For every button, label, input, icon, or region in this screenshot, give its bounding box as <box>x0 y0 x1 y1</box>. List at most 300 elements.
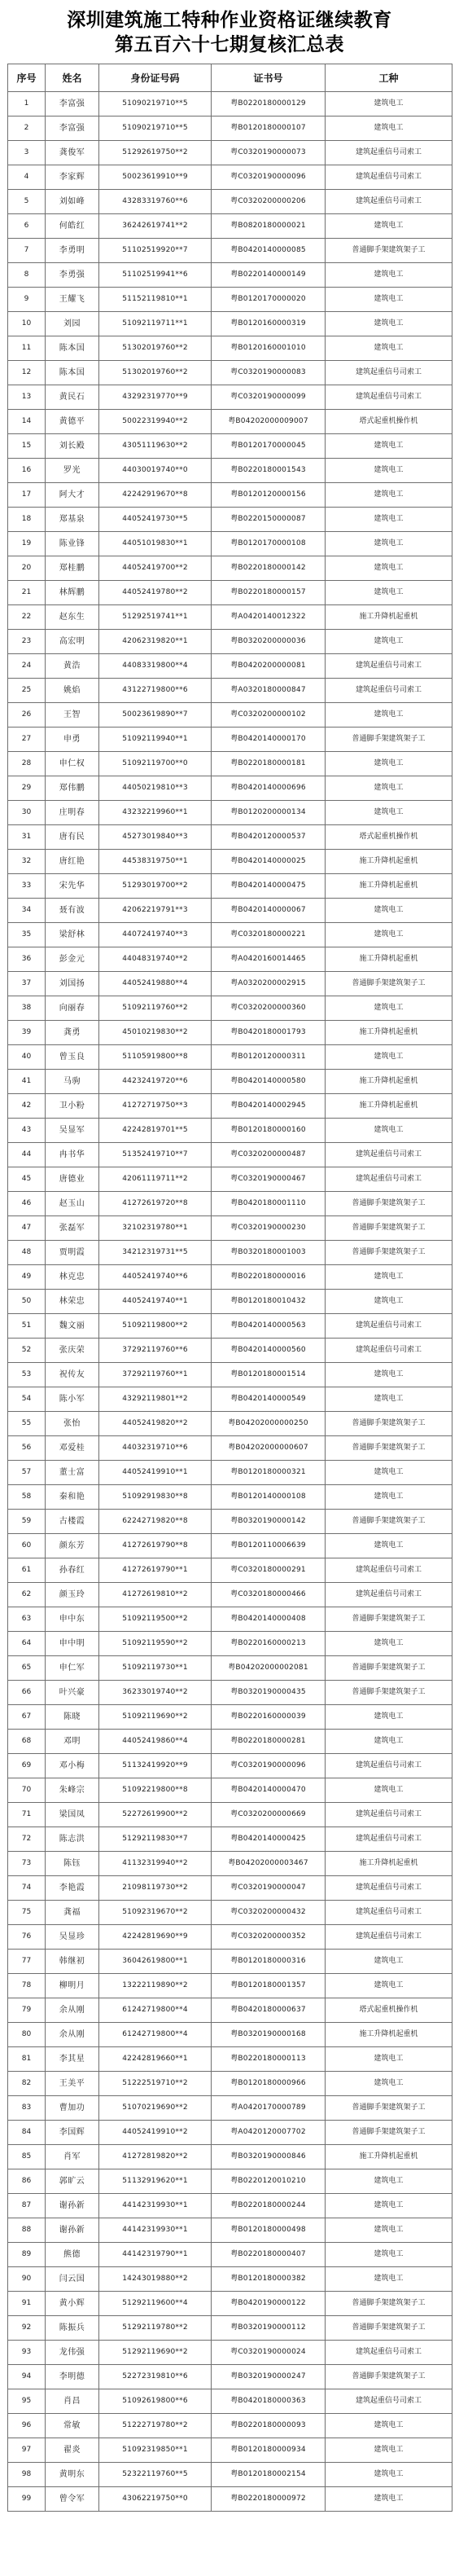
row-job-type: 施工升降机起重机 <box>326 874 452 899</box>
row-certificate-number: 粤B0420200000081 <box>212 654 326 679</box>
row-job-type: 建筑电工 <box>326 116 452 141</box>
row-name: 陈振兵 <box>46 2316 99 2341</box>
row-name: 曾玉良 <box>46 1045 99 1070</box>
row-index: 47 <box>8 1216 46 1241</box>
row-id-number: 45010219830**2 <box>99 1021 212 1045</box>
row-id-number: 32102319780**1 <box>99 1216 212 1241</box>
row-job-type: 建筑起重信号司索工 <box>326 2341 452 2365</box>
row-index: 68 <box>8 1730 46 1754</box>
table-row <box>8 630 452 654</box>
row-index: 45 <box>8 1167 46 1192</box>
row-id-number: 44072419740**3 <box>99 923 212 947</box>
table-row <box>8 1876 452 1901</box>
table-row <box>8 532 452 556</box>
row-job-type: 建筑起重信号司索工 <box>326 2389 452 2414</box>
table-row <box>8 2316 452 2341</box>
row-name: 梁国凤 <box>46 1803 99 1827</box>
row-certificate-number: 粤A0420140012322 <box>212 605 326 630</box>
row-certificate-number: 粤B0420140002945 <box>212 1094 326 1119</box>
table-row <box>8 434 452 459</box>
row-job-type: 建筑电工 <box>326 288 452 312</box>
row-certificate-number: 粤B0420140000560 <box>212 1339 326 1363</box>
row-job-type: 建筑电工 <box>326 434 452 459</box>
row-index: 87 <box>8 2194 46 2218</box>
row-name: 刘园 <box>46 312 99 336</box>
row-name: 彭金元 <box>46 947 99 972</box>
row-name: 冉书华 <box>46 1143 99 1167</box>
row-certificate-number: 粤B0120140000108 <box>212 1485 326 1510</box>
row-id-number: 42242819701**5 <box>99 1119 212 1143</box>
row-job-type: 施工升降机起重机 <box>326 1852 452 1876</box>
row-index: 54 <box>8 1387 46 1412</box>
row-job-type: 普通脚手架建筑架子工 <box>326 2121 452 2145</box>
row-index: 72 <box>8 1827 46 1852</box>
row-id-number: 44052419780**2 <box>99 581 212 605</box>
row-certificate-number: 粤B0120180000316 <box>212 1950 326 1974</box>
row-job-type: 建筑起重信号司索工 <box>326 1901 452 1925</box>
row-certificate-number: 粤B0420140000408 <box>212 1607 326 1632</box>
row-certificate-number: 粤C0320200000487 <box>212 1143 326 1167</box>
row-id-number: 51292119780**2 <box>99 2316 212 2341</box>
row-job-type: 建筑电工 <box>326 1265 452 1290</box>
table-row <box>8 2438 452 2463</box>
row-index: 22 <box>8 605 46 630</box>
row-id-number: 51092119711**1 <box>99 312 212 336</box>
row-id-number: 51092119690**2 <box>99 1705 212 1730</box>
row-job-type: 建筑电工 <box>326 1632 452 1656</box>
row-id-number: 51092119700**0 <box>99 752 212 776</box>
row-job-type: 建筑起重信号司索工 <box>326 1143 452 1167</box>
row-index: 46 <box>8 1192 46 1216</box>
row-job-type: 普通脚手架建筑架子工 <box>326 1216 452 1241</box>
row-id-number: 42062319820**1 <box>99 630 212 654</box>
row-id-number: 44052419910**2 <box>99 2121 212 2145</box>
row-id-number: 51222519710**2 <box>99 2072 212 2096</box>
row-index: 11 <box>8 336 46 361</box>
row-index: 86 <box>8 2169 46 2194</box>
row-index: 31 <box>8 825 46 850</box>
row-certificate-number: 粤A0320180000847 <box>212 679 326 703</box>
row-job-type: 普通脚手架建筑架子工 <box>326 972 452 996</box>
row-index: 52 <box>8 1339 46 1363</box>
row-index: 39 <box>8 1021 46 1045</box>
table-row <box>8 679 452 703</box>
row-index: 58 <box>8 1485 46 1510</box>
row-id-number: 41272619790**1 <box>99 1558 212 1583</box>
row-index: 57 <box>8 1461 46 1485</box>
row-index: 76 <box>8 1925 46 1950</box>
header-id-number: 身份证号码 <box>99 64 212 92</box>
row-job-type: 建筑电工 <box>326 2169 452 2194</box>
row-id-number: 42242919670**8 <box>99 483 212 508</box>
row-index: 23 <box>8 630 46 654</box>
row-certificate-number: 粤B0320180001003 <box>212 1241 326 1265</box>
row-index: 85 <box>8 2145 46 2169</box>
table-row <box>8 923 452 947</box>
table-row <box>8 1558 452 1583</box>
row-certificate-number: 粤B0120180010432 <box>212 1290 326 1314</box>
row-job-type: 建筑电工 <box>326 581 452 605</box>
table-row <box>8 263 452 288</box>
row-certificate-number: 粤B0220180000142 <box>212 556 326 581</box>
row-id-number: 14243019880**2 <box>99 2267 212 2292</box>
row-index: 82 <box>8 2072 46 2096</box>
row-id-number: 44052419700**2 <box>99 556 212 581</box>
row-name: 申仁权 <box>46 752 99 776</box>
row-job-type: 建筑电工 <box>326 1534 452 1558</box>
row-job-type: 建筑电工 <box>326 1290 452 1314</box>
row-job-type: 建筑起重信号司索工 <box>326 1583 452 1607</box>
row-index: 29 <box>8 776 46 801</box>
table-row <box>8 2389 452 2414</box>
row-job-type: 建筑电工 <box>326 1045 452 1070</box>
table-row <box>8 2169 452 2194</box>
row-job-type: 建筑电工 <box>326 1950 452 1974</box>
table-row <box>8 165 452 190</box>
row-certificate-number: 粤B0120180002154 <box>212 2463 326 2487</box>
row-name: 翟炎 <box>46 2438 99 2463</box>
row-id-number: 44538319750**1 <box>99 850 212 874</box>
row-job-type: 施工升降机起重机 <box>326 605 452 630</box>
row-id-number: 41272619810**2 <box>99 1583 212 1607</box>
row-name: 申仁军 <box>46 1656 99 1681</box>
table-row <box>8 288 452 312</box>
row-certificate-number: 粤B0120180000966 <box>212 2072 326 2096</box>
row-id-number: 44142319930**1 <box>99 2218 212 2243</box>
table-row <box>8 1339 452 1363</box>
row-id-number: 51092319850**1 <box>99 2438 212 2463</box>
table-row <box>8 336 452 361</box>
row-id-number: 42242819690**9 <box>99 1925 212 1950</box>
row-index: 38 <box>8 996 46 1021</box>
row-id-number: 44048319740**2 <box>99 947 212 972</box>
table-row <box>8 312 452 336</box>
row-id-number: 43292119801**2 <box>99 1387 212 1412</box>
row-id-number: 51292119830**7 <box>99 1827 212 1852</box>
row-name: 高宏明 <box>46 630 99 654</box>
row-job-type: 建筑电工 <box>326 1705 452 1730</box>
row-name: 曾令军 <box>46 2487 99 2512</box>
row-id-number: 41272719750**3 <box>99 1094 212 1119</box>
row-certificate-number: 粤C0320200000102 <box>212 703 326 728</box>
row-name: 姚焰 <box>46 679 99 703</box>
row-certificate-number: 粤B0220160000039 <box>212 1705 326 1730</box>
row-id-number: 51302019760**2 <box>99 361 212 385</box>
row-index: 36 <box>8 947 46 972</box>
row-job-type: 施工升降机起重机 <box>326 1021 452 1045</box>
table-row <box>8 1461 452 1485</box>
row-certificate-number: 粤B0420120000537 <box>212 825 326 850</box>
row-certificate-number: 粤C0320200000432 <box>212 1901 326 1925</box>
row-index: 33 <box>8 874 46 899</box>
row-certificate-number: 粤B0220180000407 <box>212 2243 326 2267</box>
row-index: 84 <box>8 2121 46 2145</box>
row-job-type: 建筑电工 <box>326 630 452 654</box>
row-index: 18 <box>8 508 46 532</box>
row-index: 64 <box>8 1632 46 1656</box>
row-id-number: 36233019740**2 <box>99 1681 212 1705</box>
row-name: 李勇明 <box>46 239 99 263</box>
row-job-type: 建筑起重信号司索工 <box>326 1803 452 1827</box>
row-job-type: 建筑电工 <box>326 1363 452 1387</box>
row-id-number: 44050219810**3 <box>99 776 212 801</box>
row-certificate-number: 粤B0120160001010 <box>212 336 326 361</box>
row-index: 97 <box>8 2438 46 2463</box>
table-row <box>8 1314 452 1339</box>
header-name: 姓名 <box>46 64 99 92</box>
table-row <box>8 1607 452 1632</box>
summary-table <box>7 64 452 2512</box>
row-job-type: 建筑电工 <box>326 1387 452 1412</box>
row-index: 7 <box>8 239 46 263</box>
row-job-type: 施工升降机起重机 <box>326 1070 452 1094</box>
table-row <box>8 1950 452 1974</box>
row-job-type: 建筑起重信号司索工 <box>326 1827 452 1852</box>
row-certificate-number: 粤B0220140000149 <box>212 263 326 288</box>
row-job-type: 建筑电工 <box>326 2463 452 2487</box>
row-certificate-number: 粤B0220180000244 <box>212 2194 326 2218</box>
row-name: 马驹 <box>46 1070 99 1094</box>
row-index: 96 <box>8 2414 46 2438</box>
table-row <box>8 2096 452 2121</box>
row-name: 刘国扬 <box>46 972 99 996</box>
table-row <box>8 1241 452 1265</box>
row-id-number: 51092219800**8 <box>99 1778 212 1803</box>
row-job-type: 普通脚手架建筑架子工 <box>326 2292 452 2316</box>
header-index: 序号 <box>8 64 46 92</box>
row-name: 龚福 <box>46 1901 99 1925</box>
row-id-number: 51292119600**4 <box>99 2292 212 2316</box>
row-index: 35 <box>8 923 46 947</box>
row-name: 余从刚 <box>46 2023 99 2047</box>
row-index: 89 <box>8 2243 46 2267</box>
row-name: 陈业锋 <box>46 532 99 556</box>
row-name: 孙春红 <box>46 1558 99 1583</box>
row-certificate-number: 粤B0420140000549 <box>212 1387 326 1412</box>
row-certificate-number: 粤C0320190000073 <box>212 141 326 165</box>
row-job-type: 普通脚手架建筑架子工 <box>326 728 452 752</box>
row-certificate-number: 粤B0320200000036 <box>212 630 326 654</box>
table-row <box>8 556 452 581</box>
row-job-type: 普通脚手架建筑架子工 <box>326 1436 452 1461</box>
row-job-type: 建筑电工 <box>326 556 452 581</box>
row-id-number: 51132419920**9 <box>99 1754 212 1778</box>
table-row <box>8 1827 452 1852</box>
row-id-number: 61242719800**4 <box>99 2023 212 2047</box>
row-job-type: 建筑起重信号司索工 <box>326 1558 452 1583</box>
table-row <box>8 1901 452 1925</box>
row-id-number: 42242819660**1 <box>99 2047 212 2072</box>
row-index: 6 <box>8 214 46 239</box>
row-index: 50 <box>8 1290 46 1314</box>
row-id-number: 44052419740**6 <box>99 1265 212 1290</box>
row-id-number: 51090219710**5 <box>99 92 212 116</box>
row-id-number: 51105919800**8 <box>99 1045 212 1070</box>
row-job-type: 建筑电工 <box>326 752 452 776</box>
row-id-number: 52272319810**6 <box>99 2365 212 2389</box>
row-index: 99 <box>8 2487 46 2512</box>
row-id-number: 44030019740**0 <box>99 459 212 483</box>
row-index: 49 <box>8 1265 46 1290</box>
row-name: 古楼霞 <box>46 1510 99 1534</box>
row-certificate-number: 粤B0420140000067 <box>212 899 326 923</box>
row-certificate-number: 粤A0320200002915 <box>212 972 326 996</box>
table-row <box>8 1485 452 1510</box>
row-job-type: 建筑起重信号司索工 <box>326 654 452 679</box>
row-name: 张怡 <box>46 1412 99 1436</box>
row-name: 黄民石 <box>46 385 99 410</box>
row-index: 80 <box>8 2023 46 2047</box>
row-id-number: 51152119810**1 <box>99 288 212 312</box>
row-id-number: 51092119940**1 <box>99 728 212 752</box>
row-index: 71 <box>8 1803 46 1827</box>
table-row <box>8 2463 452 2487</box>
row-job-type: 建筑电工 <box>326 1119 452 1143</box>
row-job-type: 建筑电工 <box>326 2438 452 2463</box>
row-certificate-number: 粤C0320180000221 <box>212 923 326 947</box>
row-index: 24 <box>8 654 46 679</box>
table-row <box>8 850 452 874</box>
row-index: 32 <box>8 850 46 874</box>
table-row <box>8 410 452 434</box>
row-certificate-number: 粤B0320190000247 <box>212 2365 326 2389</box>
row-index: 66 <box>8 1681 46 1705</box>
row-index: 83 <box>8 2096 46 2121</box>
row-certificate-number: 粤B0420140000475 <box>212 874 326 899</box>
table-row <box>8 1387 452 1412</box>
row-id-number: 51092119590**2 <box>99 1632 212 1656</box>
row-job-type: 建筑电工 <box>326 92 452 116</box>
row-name: 郑基泉 <box>46 508 99 532</box>
row-name: 秦和艳 <box>46 1485 99 1510</box>
table-row <box>8 1925 452 1950</box>
row-certificate-number: 粤C0320200000669 <box>212 1803 326 1827</box>
row-job-type: 建筑电工 <box>326 508 452 532</box>
table-row <box>8 1778 452 1803</box>
row-job-type: 建筑电工 <box>326 312 452 336</box>
row-certificate-number: 粤B0120120000311 <box>212 1045 326 1070</box>
row-id-number: 50023619910**9 <box>99 165 212 190</box>
row-certificate-number: 粤C0320200000206 <box>212 190 326 214</box>
row-index: 28 <box>8 752 46 776</box>
row-id-number: 50023619890**7 <box>99 703 212 728</box>
row-name: 颜东芳 <box>46 1534 99 1558</box>
row-name: 宋先华 <box>46 874 99 899</box>
table-row <box>8 1974 452 1998</box>
table-row <box>8 459 452 483</box>
row-certificate-number: 粤B0120180000934 <box>212 2438 326 2463</box>
row-id-number: 43122719800**6 <box>99 679 212 703</box>
row-job-type: 建筑电工 <box>326 2047 452 2072</box>
row-job-type: 建筑起重信号司索工 <box>326 190 452 214</box>
row-job-type: 建筑起重信号司索工 <box>326 385 452 410</box>
row-id-number: 51132919620**1 <box>99 2169 212 2194</box>
row-job-type: 施工升降机起重机 <box>326 1094 452 1119</box>
row-certificate-number: 粤B0420140000425 <box>212 1827 326 1852</box>
row-id-number: 51293019700**2 <box>99 874 212 899</box>
row-index: 79 <box>8 1998 46 2023</box>
row-job-type: 建筑起重信号司索工 <box>326 1339 452 1363</box>
row-index: 59 <box>8 1510 46 1534</box>
row-job-type: 建筑电工 <box>326 532 452 556</box>
row-index: 73 <box>8 1852 46 1876</box>
row-index: 95 <box>8 2389 46 2414</box>
row-job-type: 建筑电工 <box>326 776 452 801</box>
row-certificate-number: 粤B0220180000016 <box>212 1265 326 1290</box>
row-job-type: 建筑起重信号司索工 <box>326 1925 452 1950</box>
row-job-type: 建筑电工 <box>326 2414 452 2438</box>
table-row <box>8 1730 452 1754</box>
row-job-type: 塔式起重机操作机 <box>326 1998 452 2023</box>
row-name: 闫云国 <box>46 2267 99 2292</box>
row-name: 王美平 <box>46 2072 99 2096</box>
row-name: 唐有民 <box>46 825 99 850</box>
table-row <box>8 214 452 239</box>
row-name: 黄明东 <box>46 2463 99 2487</box>
row-name: 林荣忠 <box>46 1290 99 1314</box>
row-name: 刘如峰 <box>46 190 99 214</box>
row-job-type: 普通脚手架建筑架子工 <box>326 239 452 263</box>
row-certificate-number: 粤C0320190000096 <box>212 1754 326 1778</box>
row-certificate-number: 粤B0220180000129 <box>212 92 326 116</box>
row-id-number: 44083319800**4 <box>99 654 212 679</box>
row-index: 43 <box>8 1119 46 1143</box>
table-row <box>8 2243 452 2267</box>
table-row <box>8 361 452 385</box>
row-job-type: 建筑电工 <box>326 2072 452 2096</box>
row-index: 98 <box>8 2463 46 2487</box>
row-name: 卫小粉 <box>46 1094 99 1119</box>
table-row <box>8 508 452 532</box>
row-id-number: 51092119800**2 <box>99 1314 212 1339</box>
row-index: 26 <box>8 703 46 728</box>
row-name: 聂有波 <box>46 899 99 923</box>
row-certificate-number: 粤B0120180001514 <box>212 1363 326 1387</box>
table-row <box>8 581 452 605</box>
row-job-type: 普通脚手架建筑架子工 <box>326 1656 452 1681</box>
row-certificate-number: 粤B0320190000142 <box>212 1510 326 1534</box>
row-index: 88 <box>8 2218 46 2243</box>
row-name: 李国辉 <box>46 2121 99 2145</box>
row-certificate-number: 粤C0320180000466 <box>212 1583 326 1607</box>
row-job-type: 建筑起重信号司索工 <box>326 1754 452 1778</box>
row-certificate-number: 粤B0320190000435 <box>212 1681 326 1705</box>
row-index: 60 <box>8 1534 46 1558</box>
table-row <box>8 1363 452 1387</box>
row-index: 41 <box>8 1070 46 1094</box>
row-job-type: 建筑电工 <box>326 263 452 288</box>
row-certificate-number: 粤B0120180000498 <box>212 2218 326 2243</box>
table-row <box>8 141 452 165</box>
row-job-type: 普通脚手架建筑架子工 <box>326 2365 452 2389</box>
row-id-number: 41132319940**2 <box>99 1852 212 1876</box>
header-job-type: 工种 <box>326 64 452 92</box>
row-index: 20 <box>8 556 46 581</box>
row-certificate-number: 粤B0420140000563 <box>212 1314 326 1339</box>
row-certificate-number: 粤B0120170000108 <box>212 532 326 556</box>
row-job-type: 塔式起重机操作机 <box>326 825 452 850</box>
row-name: 向丽春 <box>46 996 99 1021</box>
table-row <box>8 801 452 825</box>
row-index: 1 <box>8 92 46 116</box>
table-row <box>8 239 452 263</box>
row-name: 陈小军 <box>46 1387 99 1412</box>
row-certificate-number: 粤B0420180001110 <box>212 1192 326 1216</box>
row-id-number: 36042619800**1 <box>99 1950 212 1974</box>
row-id-number: 44052419740**1 <box>99 1290 212 1314</box>
row-index: 48 <box>8 1241 46 1265</box>
row-name: 李艳霞 <box>46 1876 99 1901</box>
